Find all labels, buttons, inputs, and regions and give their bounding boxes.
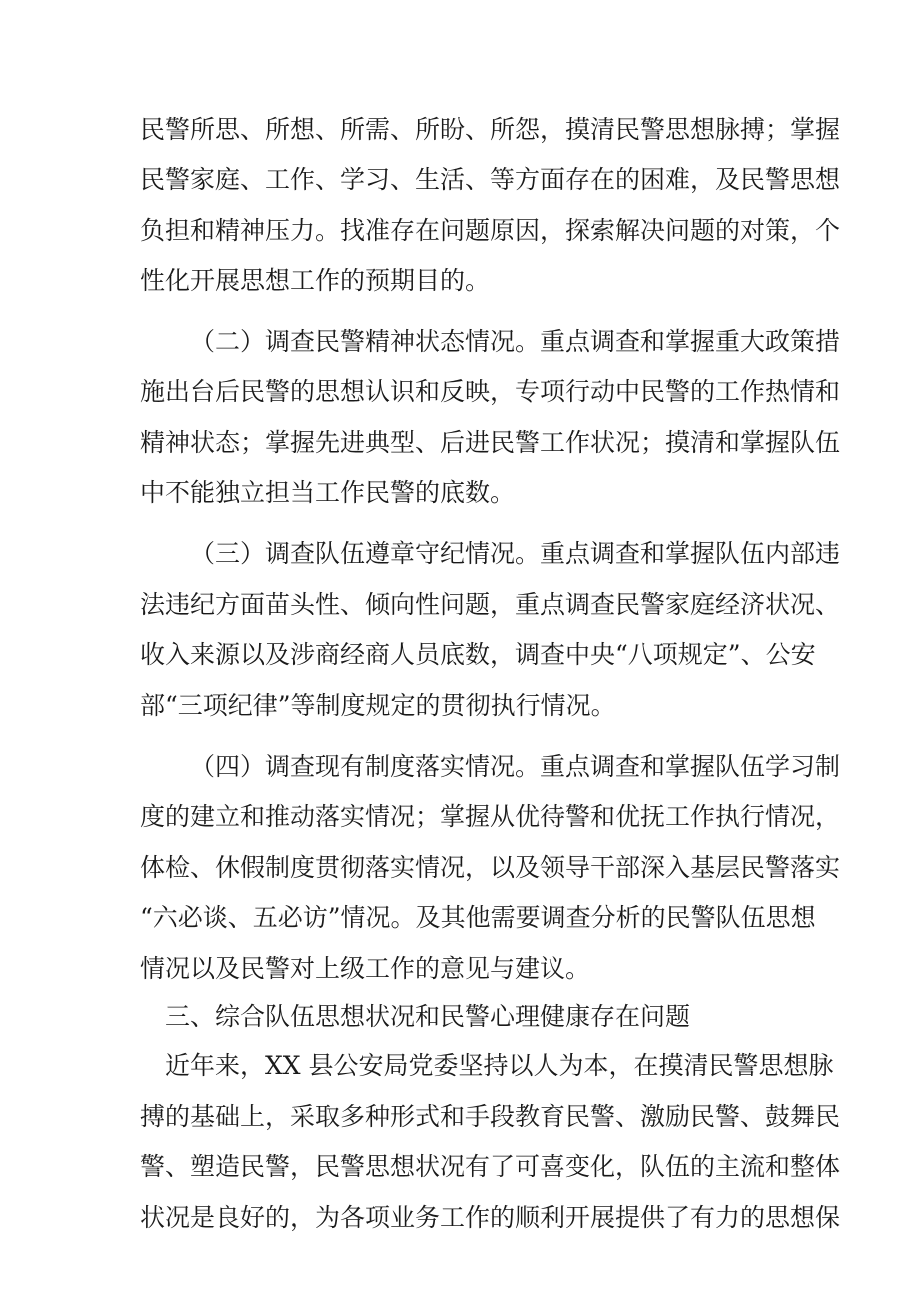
text-line: 部“三项纪律”等制度规定的贯彻执行情况。: [140, 691, 616, 720]
text-line: 度的建立和推动落实情况；掌握从优待警和优抚工作执行情况，: [140, 802, 841, 831]
text-line: 性化开展思想工作的预期目的。: [140, 266, 491, 295]
text-line: 精神状态；掌握先进典型、后进民警工作状况；摸清和掌握队伍: [140, 428, 841, 457]
text-line: 状况是良好的，为各项业务工作的顺利开展提供了有力的思想保: [140, 1203, 841, 1232]
text-line: 搏的基础上，采取多种形式和手段教育民警、激励民警、鼓舞民: [140, 1102, 841, 1131]
paragraph-heading: （三）调查队伍遵章守纪情况。重点调查和掌握队伍内部违: [190, 539, 841, 568]
text-line: 民警所思、所想、所需、所盼、所怨，摸清民警思想脉搏；掌握: [140, 115, 841, 144]
text-line: 情况以及民警对上级工作的意见与建议。: [140, 954, 591, 983]
text-line: 警、塑造民警，民警思想状况有了可喜变化，队伍的主流和整体: [140, 1152, 841, 1181]
paragraph-heading: （四）调查现有制度落实情况。重点调查和掌握队伍学习制: [190, 752, 841, 781]
text-line: 中不能独立担当工作民警的底数。: [140, 478, 516, 507]
text-line: 法违纪方面苗头性、倾向性问题，重点调查民警家庭经济状况、: [140, 590, 841, 619]
text-line: 收入来源以及涉商经商人员底数，调查中央“八项规定”、公安: [140, 640, 816, 669]
text-line: 负担和精神压力。找准存在问题原因，探索解决问题的对策，个: [140, 216, 841, 245]
paragraph-first-line: 近年来，XX 县公安局党委坚持以人为本，在摸清民警思想脉: [165, 1051, 834, 1080]
section-heading: 三、综合队伍思想状况和民警心理健康存在问题: [165, 1002, 691, 1031]
text-line: 民警家庭、工作、学习、生活、等方面存在的困难，及民警思想: [140, 165, 841, 194]
text-line: “六必谈、五必访”情况。及其他需要调查分析的民警队伍思想: [140, 903, 816, 932]
paragraph-heading: （二）调查民警精神状态情况。重点调查和掌握重大政策措: [190, 327, 841, 356]
text-line: 体检、休假制度贯彻落实情况，以及领导干部深入基层民警落实: [140, 853, 841, 882]
text-line: 施出台后民警的思想认识和反映，专项行动中民警的工作热情和: [140, 377, 841, 406]
